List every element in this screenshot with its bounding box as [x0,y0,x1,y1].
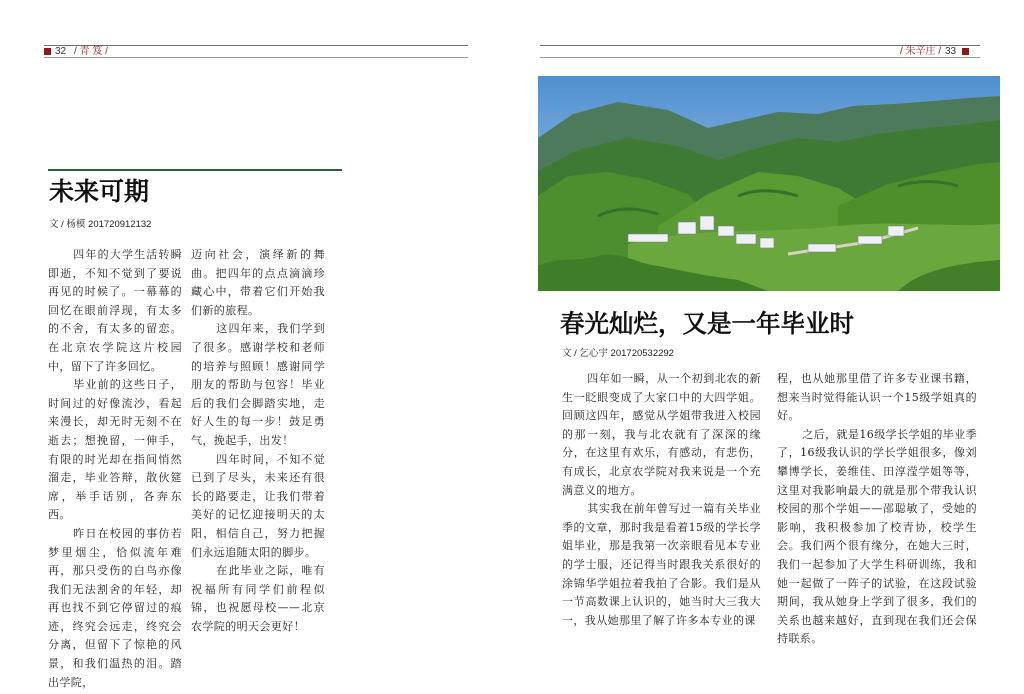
right-page [512,0,1024,694]
article-byline: 文 / 杨模 201720912132 [49,219,152,230]
article-title: 春光灿烂，又是一年毕业时 [560,311,854,338]
paragraph: 四年的大学生活转瞬即逝，不知不觉到了要说再见的时候了。一幕幕的回忆在眼前浮现，有太多的不舍，有太多的留恋。在北京农学院这片校园中，留下了许多回忆。 [48,248,182,373]
landscape-photo [538,76,1000,291]
paragraph-continued: 迈向社会，演绎新的舞曲。把四年的点点滴滴珍藏心中，带着它们开始我们新的旅程。 [191,248,325,317]
paragraph: 四年如一瞬，从一个初到北农的新生一眨眼变成了大家口中的大四学姐。回顾这四年，感觉从学姐带我进入校园的那一刻，我与北农就有了深深的缘分，在这里有欢乐，有感动，有悲伤，有成长，北京农学院对我来说是一个充满意义的地方。 [562,372,761,497]
header-marker-icon [962,48,969,55]
article-column-1 [48,246,182,692]
title-rule [48,169,342,171]
article-column-2 [777,370,977,649]
paragraph: 其实我在前年曾写过一篇有关毕业季的文章，那时我是看着15级的学长学姐毕业，那是我第一次亲眼看见本专业的学士服，还记得当时跟我关系很好的涂锦华学姐拉着我拍了合影。我们是从一节高数课上认识的，她当时大三我大一，我从她那里了解了许多本专业的课 [562,502,761,627]
section-label: / 青 笈 / [74,46,108,57]
paragraph: 四年时间，不知不觉已到了尽头，未来还有很长的路要走，让我们带着美好的记忆迎接明天的太阳，相信自己，努力把握们永远追随太阳的脚步。 [191,452,325,559]
article-column-1 [562,370,761,630]
article-column-2 [191,246,325,636]
paragraph-continued: 程，也从她那里借了许多专业课书籍，想来当时觉得能认识一个15级学姐真的好。 [777,372,977,423]
article-title: 未来可期 [49,178,150,206]
section-label: / 朱辛庄 / [900,46,942,57]
paragraph: 之后，就是16级学长学姐的毕业季了，16级我认识的学长学姐很多，像刘攀博学长，姜维佳、田淳滢学姐等等，这里对我影响最大的就是那个带我认识校园的那个学姐——邵聪敏了，受她的影响，我积极参加了校青协，校学生会。我们两个很有缘分，在她大三时，我们一起参加了大学生科研训练，我和她一起做了一阵子的试验，在这段试验期间，我从她身上学到了很多，我们的关系也越来越好，直到现在我们还会保持联系。 [777,427,977,646]
header-marker-icon [44,48,51,55]
paragraph: 这四年来，我们学到了很多。感谢学校和老师的培养与照顾！感谢同学朋友的帮助与包容！毕业后的我们会脚踏实地，走好人生的每一步！鼓足勇气，挽起手，出发！ [191,322,325,447]
paragraph: 昨日在校园的事仿若梦里烟尘，恰似流年难再，那只受伤的白鸟亦像我们无法割舍的年轻，却再也找不到它停留过的痕迹，终究会远走，终究会分离，但留下了惊艳的风景，和我们温热的泪。踏出学院， [48,526,182,689]
paragraph: 毕业前的这些日子，时间过的好像流沙，看起来漫长，却无时无刻不在逝去；想挽留，一伸手，有限的时光却在指间悄然溜走，毕业答辩，散伙筵席，举手话别，各奔东西。 [48,378,182,522]
page-number: 32 [55,46,67,57]
page-number: 33 [945,46,957,57]
article-byline: 文 / 乞心宇 201720532292 [562,348,674,359]
paragraph: 在此毕业之际，唯有祝福所有同学们前程似锦，也祝愿母校——北京农学院的明天会更好！ [191,564,325,633]
